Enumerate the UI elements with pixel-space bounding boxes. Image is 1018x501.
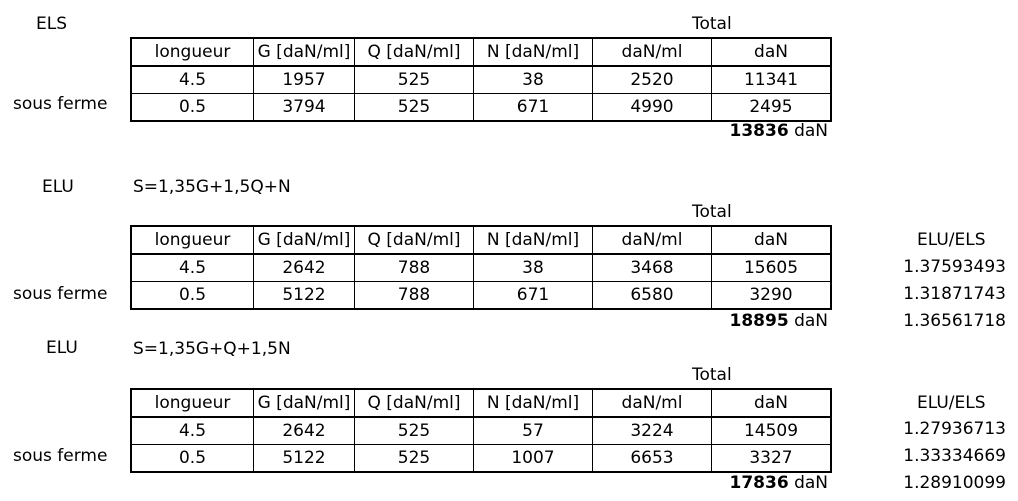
col-header-n: N [daN/ml] — [474, 389, 593, 417]
table-cell: 671 — [474, 94, 593, 122]
table-cell: 525 — [355, 66, 474, 94]
table-row — [131, 445, 831, 473]
col-header-n: N [daN/ml] — [474, 226, 593, 254]
table-cell: 1957 — [254, 66, 355, 94]
table-cell: 38 — [474, 66, 593, 94]
ratio-value: 1.37593493 — [903, 257, 1006, 277]
ratio-header: ELU/ELS — [917, 393, 986, 413]
table-header-row — [131, 389, 831, 417]
table-cell: 11341 — [712, 66, 832, 94]
table-cell: 14509 — [712, 417, 832, 445]
col-header-dan: daN — [712, 389, 832, 417]
grand-total — [730, 310, 829, 332]
col-header-n: N [daN/ml] — [474, 38, 593, 66]
grand-total-value: 17836 — [729, 473, 789, 493]
section-title-elu-2: ELU — [46, 338, 78, 358]
table-cell: 671 — [474, 282, 593, 310]
table-row — [131, 282, 831, 310]
total-label: Total — [692, 365, 732, 385]
table-cell: 4.5 — [131, 66, 254, 94]
row-label-sous-ferme: sous ferme — [13, 446, 108, 466]
grand-total-value: 18895 — [729, 311, 789, 331]
total-label: Total — [692, 202, 732, 222]
grand-total-unit: daN — [794, 473, 828, 493]
col-header-longueur: longueur — [131, 38, 254, 66]
table-cell: 15605 — [712, 254, 832, 282]
ratio-value: 1.33334669 — [903, 446, 1006, 466]
table-cell: 1007 — [474, 445, 593, 473]
ratio-value: 1.27936713 — [903, 419, 1006, 439]
col-header-g: G [daN/ml] — [254, 389, 355, 417]
table-cell: 3224 — [593, 417, 712, 445]
table-cell: 3468 — [593, 254, 712, 282]
table-cell: 788 — [355, 282, 474, 310]
table-cell: 3794 — [254, 94, 355, 122]
col-header-dan-ml: daN/ml — [593, 38, 712, 66]
table-cell: 38 — [474, 254, 593, 282]
section-title-els: ELS — [36, 14, 68, 34]
section-title-elu-1: ELU — [42, 177, 74, 197]
table-cell: 2495 — [712, 94, 832, 122]
grand-total — [730, 120, 829, 142]
table-cell: 4.5 — [131, 417, 254, 445]
row-label-sous-ferme: sous ferme — [13, 94, 108, 114]
els-table — [130, 37, 832, 122]
row-label-sous-ferme: sous ferme — [13, 284, 108, 304]
col-header-dan-ml: daN/ml — [593, 389, 712, 417]
table-cell: 6653 — [593, 445, 712, 473]
table-header-row — [131, 38, 831, 66]
table-cell: 788 — [355, 254, 474, 282]
col-header-longueur: longueur — [131, 226, 254, 254]
total-ratio-value: 1.28910099 — [903, 473, 1006, 493]
table-header-row — [131, 226, 831, 254]
table-row — [131, 254, 831, 282]
table-cell: 4.5 — [131, 254, 254, 282]
col-header-dan-ml: daN/ml — [593, 226, 712, 254]
table-cell: 6580 — [593, 282, 712, 310]
ratio-header: ELU/ELS — [917, 230, 986, 250]
table-cell: 5122 — [254, 445, 355, 473]
table-row — [131, 94, 831, 122]
table-cell: 525 — [355, 94, 474, 122]
col-header-q: Q [daN/ml] — [355, 38, 474, 66]
table-row — [131, 417, 831, 445]
table-row — [131, 66, 831, 94]
col-header-q: Q [daN/ml] — [355, 226, 474, 254]
elu1-table — [130, 225, 832, 310]
col-header-g: G [daN/ml] — [254, 226, 355, 254]
formula-elu-1: S=1,35G+1,5Q+N — [133, 177, 291, 197]
total-label: Total — [692, 14, 732, 34]
col-header-longueur: longueur — [131, 389, 254, 417]
table-cell: 0.5 — [131, 282, 254, 310]
col-header-q: Q [daN/ml] — [355, 389, 474, 417]
table-cell: 57 — [474, 417, 593, 445]
col-header-dan: daN — [712, 226, 832, 254]
grand-total-value: 13836 — [729, 121, 789, 141]
table-cell: 525 — [355, 445, 474, 473]
grand-total — [730, 472, 829, 494]
ratio-value: 1.31871743 — [903, 284, 1006, 304]
formula-elu-2: S=1,35G+Q+1,5N — [133, 339, 291, 359]
table-cell: 4990 — [593, 94, 712, 122]
table-cell: 0.5 — [131, 445, 254, 473]
table-cell: 2642 — [254, 417, 355, 445]
table-cell: 3290 — [712, 282, 832, 310]
col-header-dan: daN — [712, 38, 832, 66]
grand-total-unit: daN — [794, 311, 828, 331]
col-header-g: G [daN/ml] — [254, 38, 355, 66]
table-cell: 0.5 — [131, 94, 254, 122]
table-cell: 2642 — [254, 254, 355, 282]
total-ratio-value: 1.36561718 — [903, 311, 1006, 331]
table-cell: 5122 — [254, 282, 355, 310]
table-cell: 3327 — [712, 445, 832, 473]
table-cell: 525 — [355, 417, 474, 445]
grand-total-unit: daN — [794, 121, 828, 141]
table-cell: 2520 — [593, 66, 712, 94]
elu2-table — [130, 388, 832, 473]
